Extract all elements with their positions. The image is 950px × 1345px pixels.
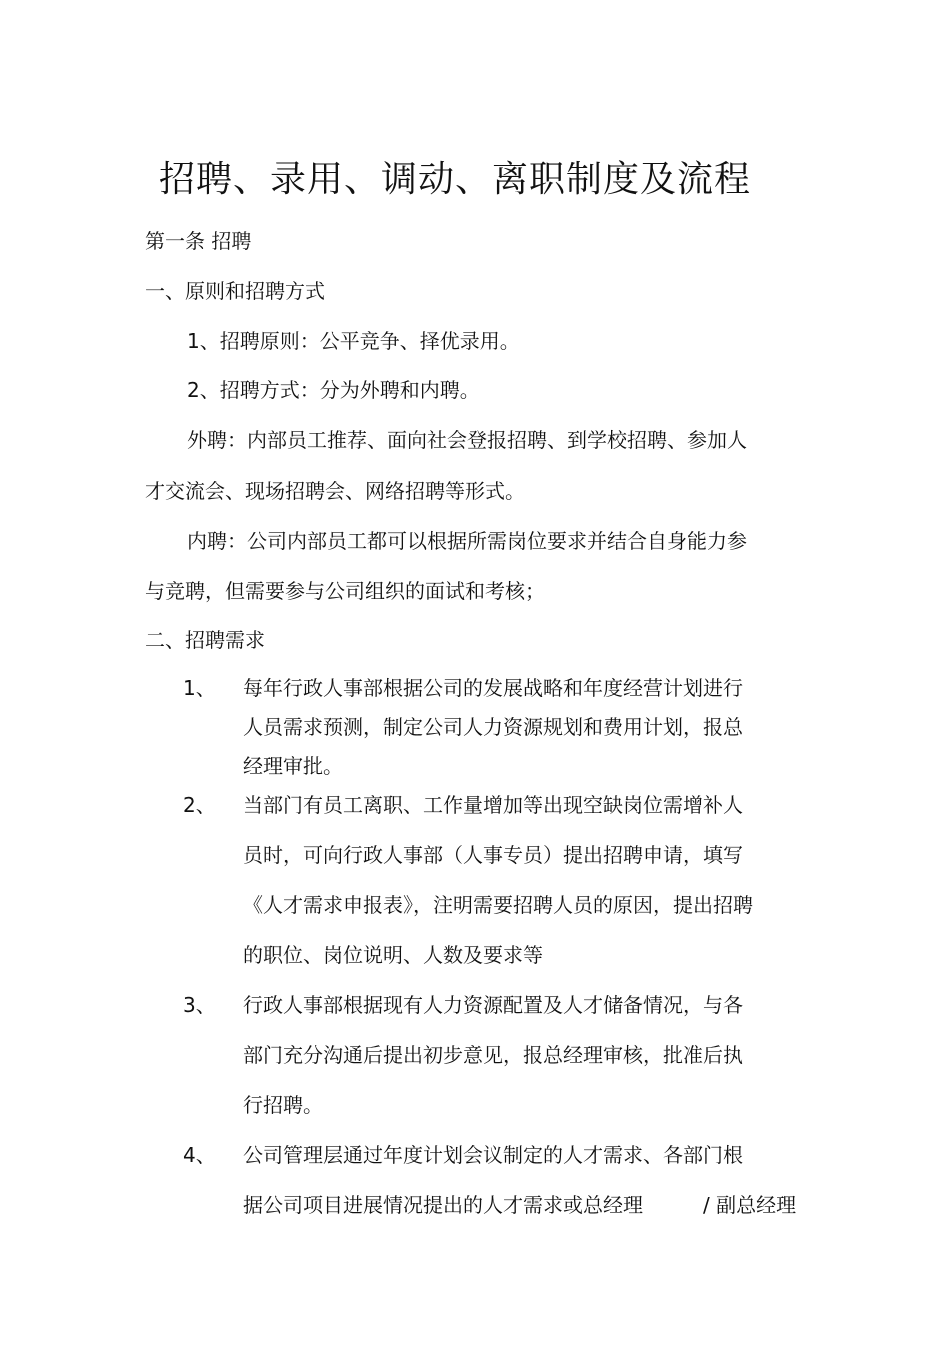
section-heading: 一、原则和招聘方式 <box>145 279 325 303</box>
list-item-line: 员时，可向行政人事部（人事专员）提出招聘申请，填写 <box>243 843 743 867</box>
list-item-line: 部门充分沟通后提出初步意见，报总经理审核，批准后执 <box>243 1043 743 1067</box>
list-item-line: 的职位、岗位说明、人数及要求等 <box>243 943 543 967</box>
paragraph-internal-line1: 内聘：公司内部员工都可以根据所需岗位要求并结合自身能力参 <box>187 529 747 553</box>
list-item-number: 3、 <box>183 993 216 1017</box>
list-item-line: 行招聘。 <box>243 1093 323 1117</box>
list-item-line: 经理审批。 <box>243 754 343 778</box>
list-item-number: 2、 <box>183 793 216 817</box>
section-heading: 二、招聘需求 <box>145 628 265 652</box>
list-item-line: 据公司项目进展情况提出的人才需求或总经理 <box>243 1193 643 1217</box>
paragraph-internal-line2: 与竞聘，但需要参与公司组织的面试和考核； <box>145 579 545 603</box>
paragraph-external-line2: 才交流会、现场招聘会、网络招聘等形式。 <box>145 479 525 503</box>
paragraph-method: 2、招聘方式：分为外聘和内聘。 <box>187 378 480 402</box>
paragraph-principle: 1、招聘原则：公平竞争、择优录用。 <box>187 329 520 353</box>
list-item-line: 公司管理层通过年度计划会议制定的人才需求、各部门根 <box>243 1143 743 1167</box>
list-item-line: 《人才需求申报表》，注明需要招聘人员的原因，提出招聘 <box>243 893 753 917</box>
list-item-line: 人员需求预测，制定公司人力资源规划和费用计划，报总 <box>243 715 743 739</box>
list-item-line: 行政人事部根据现有人力资源配置及人才储备情况，与各 <box>243 993 743 1017</box>
paragraph-external-line1: 外聘：内部员工推荐、面向社会登报招聘、到学校招聘、参加人 <box>187 428 747 452</box>
article-heading: 第一条 招聘 <box>145 229 252 253</box>
list-item-line-tail: / 副总经理 <box>703 1193 797 1217</box>
list-item-number: 4、 <box>183 1143 216 1167</box>
list-item-line: 当部门有员工离职、工作量增加等出现空缺岗位需增补人 <box>243 793 743 817</box>
list-item-line: 每年行政人事部根据公司的发展战略和年度经营计划进行 <box>243 676 743 700</box>
document-title: 招聘、录用、调动、离职制度及流程 <box>158 159 751 200</box>
list-item-number: 1、 <box>183 676 216 700</box>
